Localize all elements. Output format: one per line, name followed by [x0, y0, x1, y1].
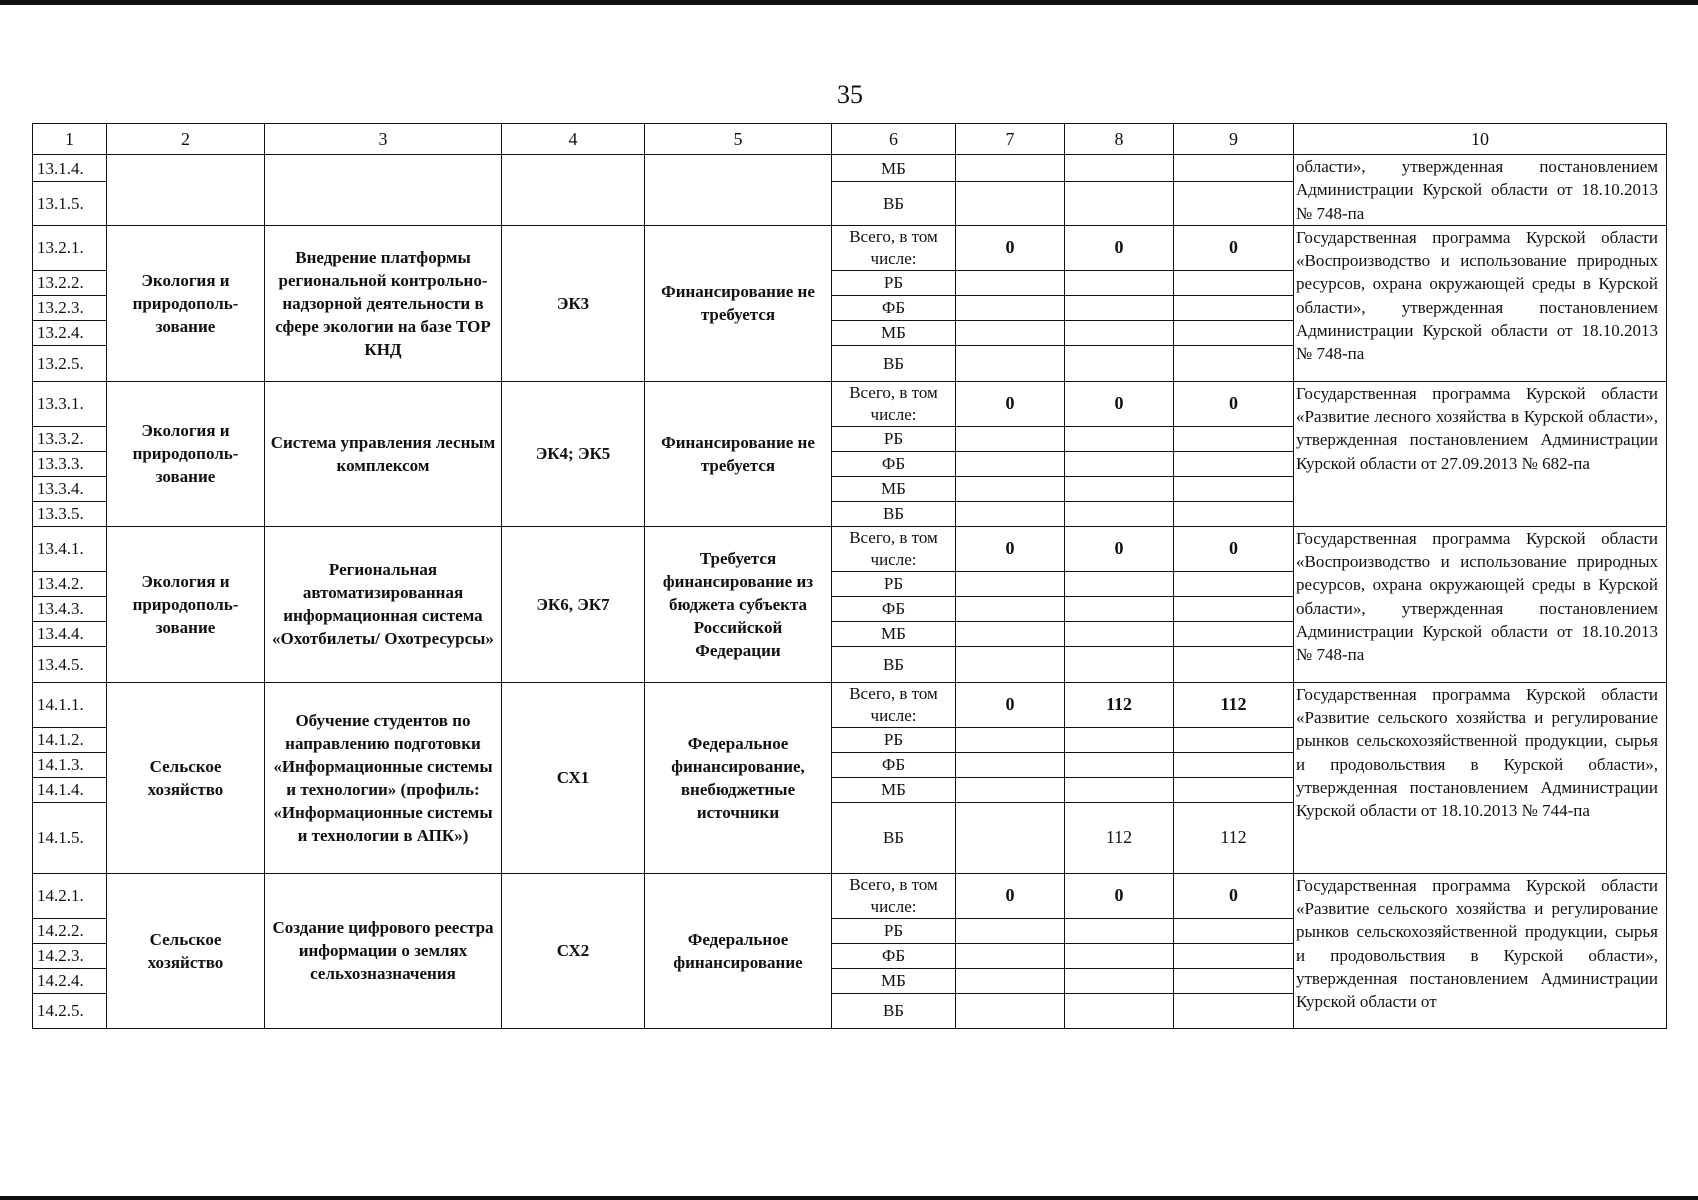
- header-cell: 1: [33, 124, 107, 155]
- source-cell: Всего, в том числе:: [832, 873, 956, 918]
- header-cell: 6: [832, 124, 956, 155]
- value-cell: [956, 993, 1065, 1028]
- value-cell: [1065, 777, 1174, 802]
- value-cell: [1174, 777, 1294, 802]
- header-cell: 2: [107, 124, 265, 155]
- source-cell: МБ: [832, 621, 956, 646]
- row-id: 13.4.1.: [33, 526, 107, 571]
- source-cell: ВБ: [832, 182, 956, 226]
- source-cell: ВБ: [832, 802, 956, 873]
- financing-table: [32, 123, 1667, 1029]
- table-row: [33, 682, 1667, 727]
- source-cell: Всего, в том числе:: [832, 225, 956, 270]
- value-cell: [1174, 426, 1294, 451]
- value-cell: [1174, 501, 1294, 526]
- value-cell: [1065, 476, 1174, 501]
- value-cell: [956, 918, 1065, 943]
- program-cell: Государственная программа Курской области «Воспроизводство и использование природных ресурсов, охрана окружающей среды в Курской области», утвержденная постановлением Администрации Курской области от 18.10.2013 № 748-па: [1294, 526, 1667, 682]
- value-cell: 0: [956, 225, 1065, 270]
- source-cell: РБ: [832, 918, 956, 943]
- row-id: 14.2.2.: [33, 918, 107, 943]
- measure-cell: Внедрение платформы региональной контрольно-надзорной деятельности в сфере экологии на базе ТОР КНД: [265, 225, 502, 381]
- area-cell: Экология и природополь-зование: [107, 225, 265, 381]
- row-id: 13.2.1.: [33, 225, 107, 270]
- table-row: [33, 381, 1667, 426]
- row-id: 13.3.3.: [33, 451, 107, 476]
- value-cell: 112: [1174, 802, 1294, 873]
- source-cell: Всего, в том числе:: [832, 381, 956, 426]
- scan-bottom-edge: [0, 1196, 1698, 1200]
- value-cell: [1174, 752, 1294, 777]
- value-cell: [1065, 752, 1174, 777]
- row-id: 13.3.4.: [33, 476, 107, 501]
- value-cell: [1174, 943, 1294, 968]
- source-cell: ФБ: [832, 451, 956, 476]
- value-cell: [1065, 182, 1174, 226]
- value-cell: [1065, 270, 1174, 295]
- row-id: 14.2.1.: [33, 873, 107, 918]
- financing-cell: Требуется финансирование из бюджета субъекта Российской Федерации: [645, 526, 832, 682]
- value-cell: 0: [1065, 381, 1174, 426]
- source-cell: МБ: [832, 476, 956, 501]
- area-cell: [107, 155, 265, 226]
- code-cell: СХ1: [502, 682, 645, 873]
- value-cell: [1174, 451, 1294, 476]
- measure-cell: [265, 155, 502, 226]
- financing-cell: Федеральное финансирование, внебюджетные источники: [645, 682, 832, 873]
- row-id: 13.3.2.: [33, 426, 107, 451]
- source-cell: ВБ: [832, 646, 956, 682]
- row-id: 13.1.4.: [33, 155, 107, 182]
- financing-cell: Финансирование не требуется: [645, 225, 832, 381]
- value-cell: [1174, 968, 1294, 993]
- value-cell: [1174, 993, 1294, 1028]
- value-cell: 0: [956, 526, 1065, 571]
- row-id: 14.2.5.: [33, 993, 107, 1028]
- value-cell: 112: [1065, 802, 1174, 873]
- value-cell: 112: [1174, 682, 1294, 727]
- table-row: [33, 225, 1667, 270]
- source-cell: МБ: [832, 155, 956, 182]
- value-cell: 0: [956, 682, 1065, 727]
- financing-cell: Финансирование не требуется: [645, 381, 832, 526]
- value-cell: [956, 182, 1065, 226]
- value-cell: [956, 943, 1065, 968]
- code-cell: ЭК4; ЭК5: [502, 381, 645, 526]
- program-cell: Государственная программа Курской области «Развитие сельского хозяйства и регулирование рынков сельскохозяйственной продукции, сырья и продовольствия в Курской области», утвержденная постановлением Администрации Курской области от 18.10.2013 № 744-па: [1294, 682, 1667, 873]
- value-cell: 112: [1065, 682, 1174, 727]
- value-cell: [956, 501, 1065, 526]
- value-cell: [956, 426, 1065, 451]
- value-cell: [1174, 621, 1294, 646]
- value-cell: 0: [1174, 225, 1294, 270]
- value-cell: [1065, 918, 1174, 943]
- value-cell: [956, 777, 1065, 802]
- table-header-row: [33, 124, 1667, 155]
- code-cell: ЭК6, ЭК7: [502, 526, 645, 682]
- value-cell: [1065, 993, 1174, 1028]
- area-cell: Сельское хозяйство: [107, 682, 265, 873]
- measure-cell: Система управления лесным комплексом: [265, 381, 502, 526]
- value-cell: [1174, 646, 1294, 682]
- header-cell: 4: [502, 124, 645, 155]
- value-cell: 0: [1174, 873, 1294, 918]
- row-id: 14.1.1.: [33, 682, 107, 727]
- value-cell: [1065, 295, 1174, 320]
- header-cell: 10: [1294, 124, 1667, 155]
- value-cell: [1065, 968, 1174, 993]
- value-cell: [1065, 155, 1174, 182]
- value-cell: [1174, 918, 1294, 943]
- value-cell: [956, 295, 1065, 320]
- value-cell: [956, 596, 1065, 621]
- value-cell: [1174, 345, 1294, 381]
- financing-cell: [645, 155, 832, 226]
- value-cell: [956, 270, 1065, 295]
- area-cell: Сельское хозяйство: [107, 873, 265, 1028]
- value-cell: [1065, 646, 1174, 682]
- value-cell: [956, 320, 1065, 345]
- row-id: 14.2.3.: [33, 943, 107, 968]
- source-cell: Всего, в том числе:: [832, 682, 956, 727]
- source-cell: МБ: [832, 777, 956, 802]
- value-cell: [1174, 476, 1294, 501]
- row-id: 13.4.3.: [33, 596, 107, 621]
- value-cell: [1065, 596, 1174, 621]
- area-cell: Экология и природополь-зование: [107, 526, 265, 682]
- area-cell: Экология и природополь-зование: [107, 381, 265, 526]
- code-cell: СХ2: [502, 873, 645, 1028]
- value-cell: [956, 727, 1065, 752]
- value-cell: [956, 621, 1065, 646]
- value-cell: [1174, 727, 1294, 752]
- program-cell: Государственная программа Курской области «Воспроизводство и использование природных ресурсов, охрана окружающей среды в Курской области», утвержденная постановлением Администрации Курской области от 18.10.2013 № 748-па: [1294, 225, 1667, 381]
- source-cell: РБ: [832, 426, 956, 451]
- value-cell: [1174, 320, 1294, 345]
- value-cell: [1065, 501, 1174, 526]
- value-cell: [956, 476, 1065, 501]
- measure-cell: Обучение студентов по направлению подготовки «Информационные системы и технологии» (профиль: «Информационные системы и технологии в АПК»): [265, 682, 502, 873]
- value-cell: 0: [1174, 381, 1294, 426]
- value-cell: [956, 451, 1065, 476]
- source-cell: ФБ: [832, 596, 956, 621]
- source-cell: РБ: [832, 571, 956, 596]
- value-cell: [956, 968, 1065, 993]
- source-cell: Всего, в том числе:: [832, 526, 956, 571]
- header-cell: 8: [1065, 124, 1174, 155]
- value-cell: 0: [1065, 873, 1174, 918]
- row-id: 13.2.2.: [33, 270, 107, 295]
- value-cell: [1174, 182, 1294, 226]
- header-cell: 7: [956, 124, 1065, 155]
- row-id: 13.4.2.: [33, 571, 107, 596]
- table-row: [33, 526, 1667, 571]
- row-id: 13.2.5.: [33, 345, 107, 381]
- value-cell: [956, 802, 1065, 873]
- value-cell: [956, 571, 1065, 596]
- table-row: [33, 155, 1667, 182]
- row-id: 13.1.5.: [33, 182, 107, 226]
- value-cell: [1174, 295, 1294, 320]
- source-cell: РБ: [832, 270, 956, 295]
- value-cell: [1174, 155, 1294, 182]
- value-cell: [1065, 345, 1174, 381]
- value-cell: [956, 752, 1065, 777]
- value-cell: 0: [1065, 225, 1174, 270]
- row-id: 14.1.3.: [33, 752, 107, 777]
- value-cell: [1065, 571, 1174, 596]
- source-cell: МБ: [832, 320, 956, 345]
- source-cell: МБ: [832, 968, 956, 993]
- value-cell: 0: [956, 873, 1065, 918]
- row-id: 13.3.5.: [33, 501, 107, 526]
- header-cell: 3: [265, 124, 502, 155]
- row-id: 13.4.4.: [33, 621, 107, 646]
- measure-cell: Региональная автоматизированная информационная система «Охотбилеты/ Охотресурсы»: [265, 526, 502, 682]
- row-id: 14.1.5.: [33, 802, 107, 873]
- value-cell: [1174, 596, 1294, 621]
- table-row: [33, 873, 1667, 918]
- value-cell: [1065, 451, 1174, 476]
- header-cell: 5: [645, 124, 832, 155]
- value-cell: [1065, 320, 1174, 345]
- row-id: 13.2.4.: [33, 320, 107, 345]
- value-cell: [1174, 571, 1294, 596]
- value-cell: 0: [956, 381, 1065, 426]
- row-id: 14.1.2.: [33, 727, 107, 752]
- source-cell: ФБ: [832, 295, 956, 320]
- value-cell: [956, 155, 1065, 182]
- source-cell: ВБ: [832, 501, 956, 526]
- row-id: 13.3.1.: [33, 381, 107, 426]
- source-cell: РБ: [832, 727, 956, 752]
- source-cell: ВБ: [832, 993, 956, 1028]
- value-cell: 0: [1174, 526, 1294, 571]
- row-id: 13.2.3.: [33, 295, 107, 320]
- program-cell: области», утвержденная постановлением Администрации Курской области от 18.10.2013 № 748-па: [1294, 155, 1667, 226]
- source-cell: ФБ: [832, 752, 956, 777]
- code-cell: ЭК3: [502, 225, 645, 381]
- value-cell: [1065, 426, 1174, 451]
- value-cell: [1065, 621, 1174, 646]
- value-cell: [956, 345, 1065, 381]
- header-cell: 9: [1174, 124, 1294, 155]
- row-id: 13.4.5.: [33, 646, 107, 682]
- value-cell: [956, 646, 1065, 682]
- value-cell: 0: [1065, 526, 1174, 571]
- value-cell: [1065, 943, 1174, 968]
- row-id: 14.2.4.: [33, 968, 107, 993]
- code-cell: [502, 155, 645, 226]
- value-cell: [1065, 727, 1174, 752]
- financing-cell: Федеральное финансирование: [645, 873, 832, 1028]
- program-cell: Государственная программа Курской области «Развитие лесного хозяйства в Курской области», утвержденная постановлением Администрации Курской области от 27.09.2013 № 682-па: [1294, 381, 1667, 526]
- source-cell: ВБ: [832, 345, 956, 381]
- program-cell: Государственная программа Курской области «Развитие сельского хозяйства и регулирование рынков сельскохозяйственной продукции, сырья и продовольствия в Курской области», утвержденная постановлением Администрации Курской области от: [1294, 873, 1667, 1028]
- measure-cell: Создание цифрового реестра информации о землях сельхозназначения: [265, 873, 502, 1028]
- scan-top-edge: [0, 0, 1698, 5]
- page-number: 35: [837, 80, 863, 109]
- row-id: 14.1.4.: [33, 777, 107, 802]
- source-cell: ФБ: [832, 943, 956, 968]
- value-cell: [1174, 270, 1294, 295]
